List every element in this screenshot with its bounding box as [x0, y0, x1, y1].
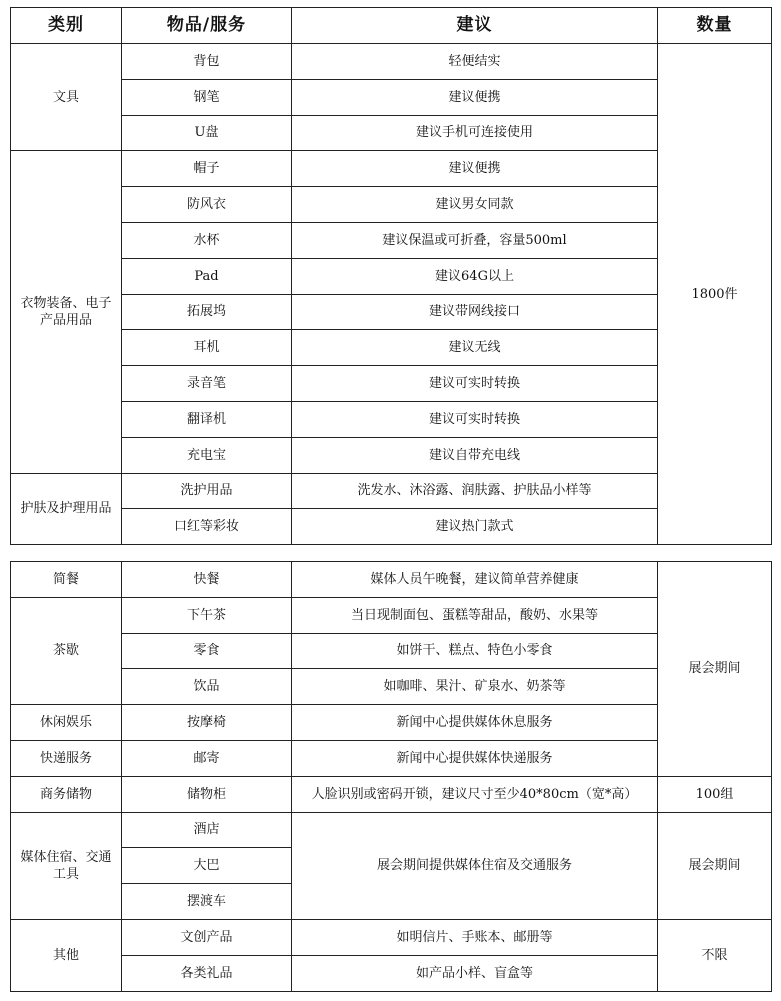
quantity-cell: 展会期间	[658, 812, 772, 919]
advice-cell: 建议热门款式	[292, 509, 658, 545]
item-cell: 充电宝	[122, 437, 292, 473]
table-row	[11, 955, 772, 991]
category-cell: 快递服务	[11, 740, 122, 776]
table-row	[11, 669, 772, 705]
item-cell: 下午茶	[122, 597, 292, 633]
table-row	[11, 473, 772, 509]
item-cell: 大巴	[122, 848, 292, 884]
item-cell: 耳机	[122, 330, 292, 366]
category-cell: 衣物装备、电子产品用品	[11, 151, 122, 473]
table-row	[11, 115, 772, 151]
table-row	[11, 258, 772, 294]
table-row	[11, 401, 772, 437]
table-row	[11, 919, 772, 955]
advice-cell: 建议64G以上	[292, 258, 658, 294]
quantity-cell: 100组	[658, 776, 772, 812]
item-cell: 饮品	[122, 669, 292, 705]
advice-cell: 建议保温或可折叠，容量500ml	[292, 222, 658, 258]
advice-cell: 建议便携	[292, 79, 658, 115]
item-cell: 背包	[122, 44, 292, 80]
table-row	[11, 509, 772, 545]
category-cell: 茶歇	[11, 597, 122, 704]
advice-cell: 建议自带充电线	[292, 437, 658, 473]
advice-cell: 新闻中心提供媒体快递服务	[292, 740, 658, 776]
services-table	[10, 561, 772, 992]
table-row	[11, 187, 772, 223]
table-row	[11, 151, 772, 187]
quantity-cell: 不限	[658, 919, 772, 991]
advice-cell: 建议可实时转换	[292, 366, 658, 402]
category-cell: 文具	[11, 44, 122, 151]
table-row	[11, 366, 772, 402]
item-cell: 水杯	[122, 222, 292, 258]
item-cell: 口红等彩妆	[122, 509, 292, 545]
advice-cell: 如产品小样、盲盒等	[292, 955, 658, 991]
advice-cell: 洗发水、沐浴露、润肤露、护肤品小样等	[292, 473, 658, 509]
header-row	[11, 8, 772, 44]
quantity-cell: 展会期间	[658, 562, 772, 777]
item-cell: 防风衣	[122, 187, 292, 223]
advice-cell: 如饼干、糕点、特色小零食	[292, 633, 658, 669]
table-row	[11, 437, 772, 473]
table-row	[11, 79, 772, 115]
advice-cell: 当日现制面包、蛋糕等甜品，酸奶、水果等	[292, 597, 658, 633]
items-table	[10, 7, 772, 545]
table-row	[11, 633, 772, 669]
category-cell: 商务储物	[11, 776, 122, 812]
advice-cell: 建议无线	[292, 330, 658, 366]
table-row	[11, 597, 772, 633]
item-cell: 钢笔	[122, 79, 292, 115]
item-cell: 酒店	[122, 812, 292, 848]
table-row	[11, 294, 772, 330]
table-row	[11, 44, 772, 80]
item-cell: 各类礼品	[122, 955, 292, 991]
advice-cell: 如明信片、手账本、邮册等	[292, 919, 658, 955]
category-cell: 媒体住宿、交通工具	[11, 812, 122, 919]
item-cell: 邮寄	[122, 740, 292, 776]
item-cell: 翻译机	[122, 401, 292, 437]
item-cell: 按摩椅	[122, 705, 292, 741]
category-cell: 休闲娱乐	[11, 705, 122, 741]
advice-cell: 建议便携	[292, 151, 658, 187]
header-advice: 建议	[292, 8, 658, 44]
item-cell: Pad	[122, 258, 292, 294]
advice-cell: 如咖啡、果汁、矿泉水、奶茶等	[292, 669, 658, 705]
category-cell: 简餐	[11, 562, 122, 598]
quantity-cell: 1800件	[658, 44, 772, 545]
item-cell: 零食	[122, 633, 292, 669]
table-row	[11, 562, 772, 598]
item-cell: 文创产品	[122, 919, 292, 955]
category-cell: 护肤及护理用品	[11, 473, 122, 545]
advice-cell: 人脸识别或密码开锁，建议尺寸至少40*80cm（宽*高）	[292, 776, 658, 812]
category-cell: 其他	[11, 919, 122, 991]
table-row	[11, 740, 772, 776]
advice-cell: 轻便结实	[292, 44, 658, 80]
advice-cell: 建议手机可连接使用	[292, 115, 658, 151]
item-cell: 帽子	[122, 151, 292, 187]
header-category: 类别	[11, 8, 122, 44]
advice-cell: 展会期间提供媒体住宿及交通服务	[292, 812, 658, 919]
advice-cell: 建议可实时转换	[292, 401, 658, 437]
table-row	[11, 776, 772, 812]
item-cell: 拓展坞	[122, 294, 292, 330]
item-cell: 快餐	[122, 562, 292, 598]
header-quantity: 数量	[658, 8, 772, 44]
item-cell: 录音笔	[122, 366, 292, 402]
table-row	[11, 812, 772, 848]
advice-cell: 新闻中心提供媒体休息服务	[292, 705, 658, 741]
item-cell: U盘	[122, 115, 292, 151]
advice-cell: 建议男女同款	[292, 187, 658, 223]
item-cell: 摆渡车	[122, 884, 292, 920]
table-row	[11, 705, 772, 741]
table-row	[11, 222, 772, 258]
item-cell: 储物柜	[122, 776, 292, 812]
advice-cell: 媒体人员午晚餐，建议简单营养健康	[292, 562, 658, 598]
item-cell: 洗护用品	[122, 473, 292, 509]
advice-cell: 建议带网线接口	[292, 294, 658, 330]
table-row	[11, 330, 772, 366]
header-item: 物品/服务	[122, 8, 292, 44]
